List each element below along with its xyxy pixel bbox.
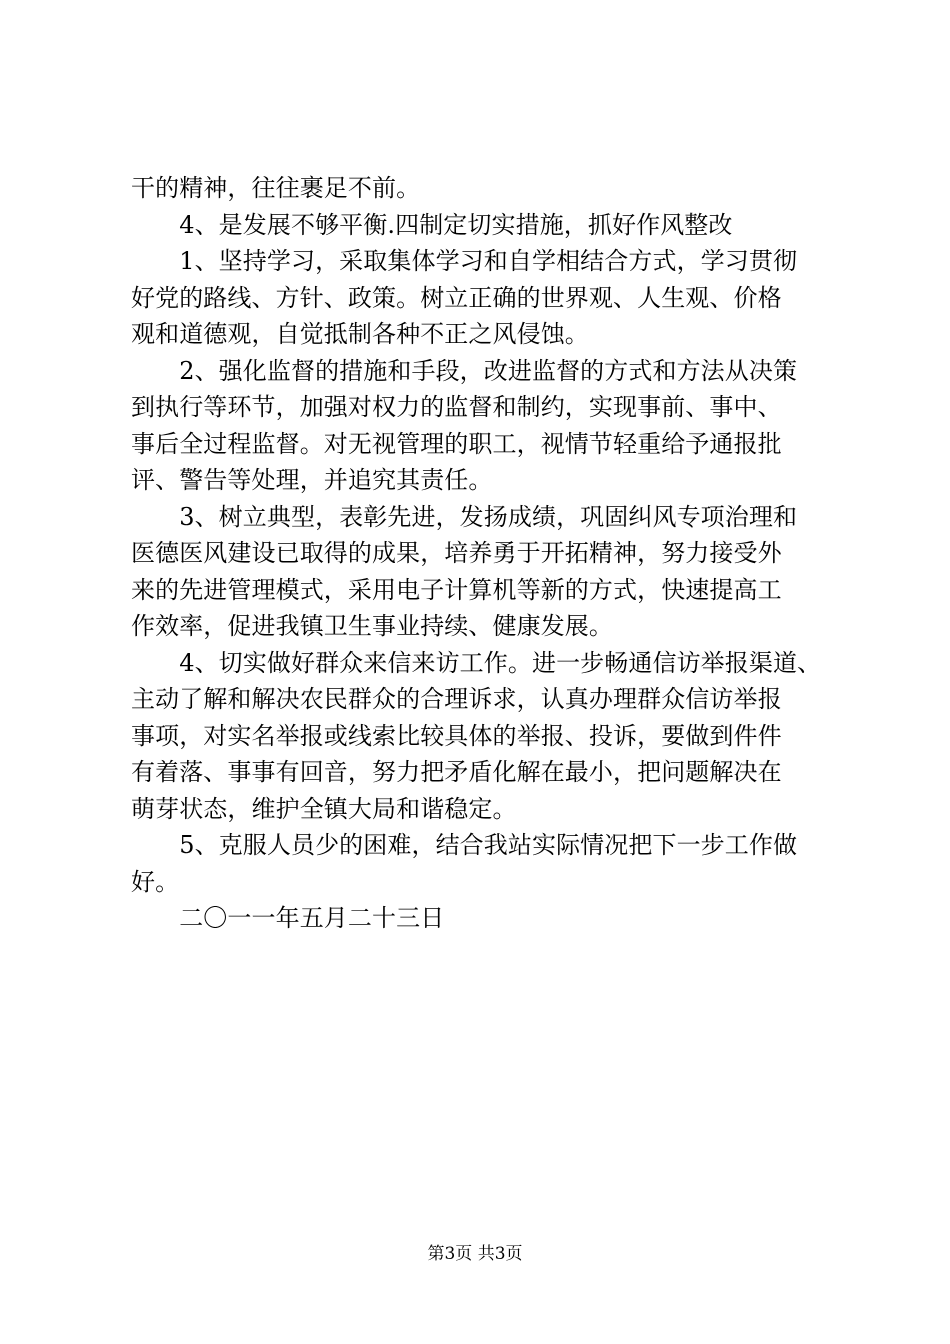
text-line: 萌芽状态，维护全镇大局和谐稳定。: [131, 794, 517, 823]
text-line: 医德医风建设已取得的成果，培养勇于开拓精神，努力接受外: [131, 539, 782, 567]
text-line: 3、树立典型，表彰先进，发扬成绩，巩固纠风专项治理和: [131, 502, 798, 531]
text-line: 事后全过程监督。对无视管理的职工，视情节轻重给予通报批: [131, 429, 782, 458]
date-line: 二〇一一年五月二十三日: [131, 904, 445, 932]
text-line: 主动了解和解决农民群众的合理诉求，认真办理群众信访举报: [131, 685, 782, 713]
text-line: 好。: [131, 867, 180, 896]
text-line: 到执行等环节，加强对权力的监督和制约，实现事前、事中、: [131, 393, 782, 421]
text-line: 好党的路线、方针、政策。树立正确的世界观、人生观、价格: [131, 283, 782, 312]
document-body: [131, 170, 831, 937]
text-line: 观和道德观，自觉抵制各种不正之风侵蚀。: [131, 320, 589, 348]
text-line: 作效率，促进我镇卫生事业持续、健康发展。: [131, 612, 613, 640]
page-number: 第3页 共3页: [427, 1244, 523, 1264]
text-line: 事项，对实名举报或线索比较具体的举报、投诉，要做到件件: [131, 721, 782, 750]
text-line: 4、是发展不够平衡.四制定切实措施，抓好作风整改: [131, 210, 733, 239]
text-line: 4、切实做好群众来信来访工作。进一步畅通信访举报渠道、: [131, 648, 822, 677]
text-line: 干的精神，往往裹足不前。: [131, 174, 421, 202]
page-footer: [0, 1242, 950, 1266]
text-line: 1、坚持学习，采取集体学习和自学相结合方式，学习贯彻: [131, 247, 798, 275]
text-line: 2、强化监督的措施和手段，改进监督的方式和方法从决策: [131, 356, 798, 385]
text-line: 有着落、事事有回音，努力把矛盾化解在最小，把问题解决在: [131, 758, 782, 786]
text-line: 来的先进管理模式，采用电子计算机等新的方式，快速提高工: [131, 575, 782, 604]
text-line: 5、克服人员少的困难，结合我站实际情况把下一步工作做: [131, 831, 798, 859]
text-line: 评、警告等处理，并追究其责任。: [131, 466, 493, 494]
